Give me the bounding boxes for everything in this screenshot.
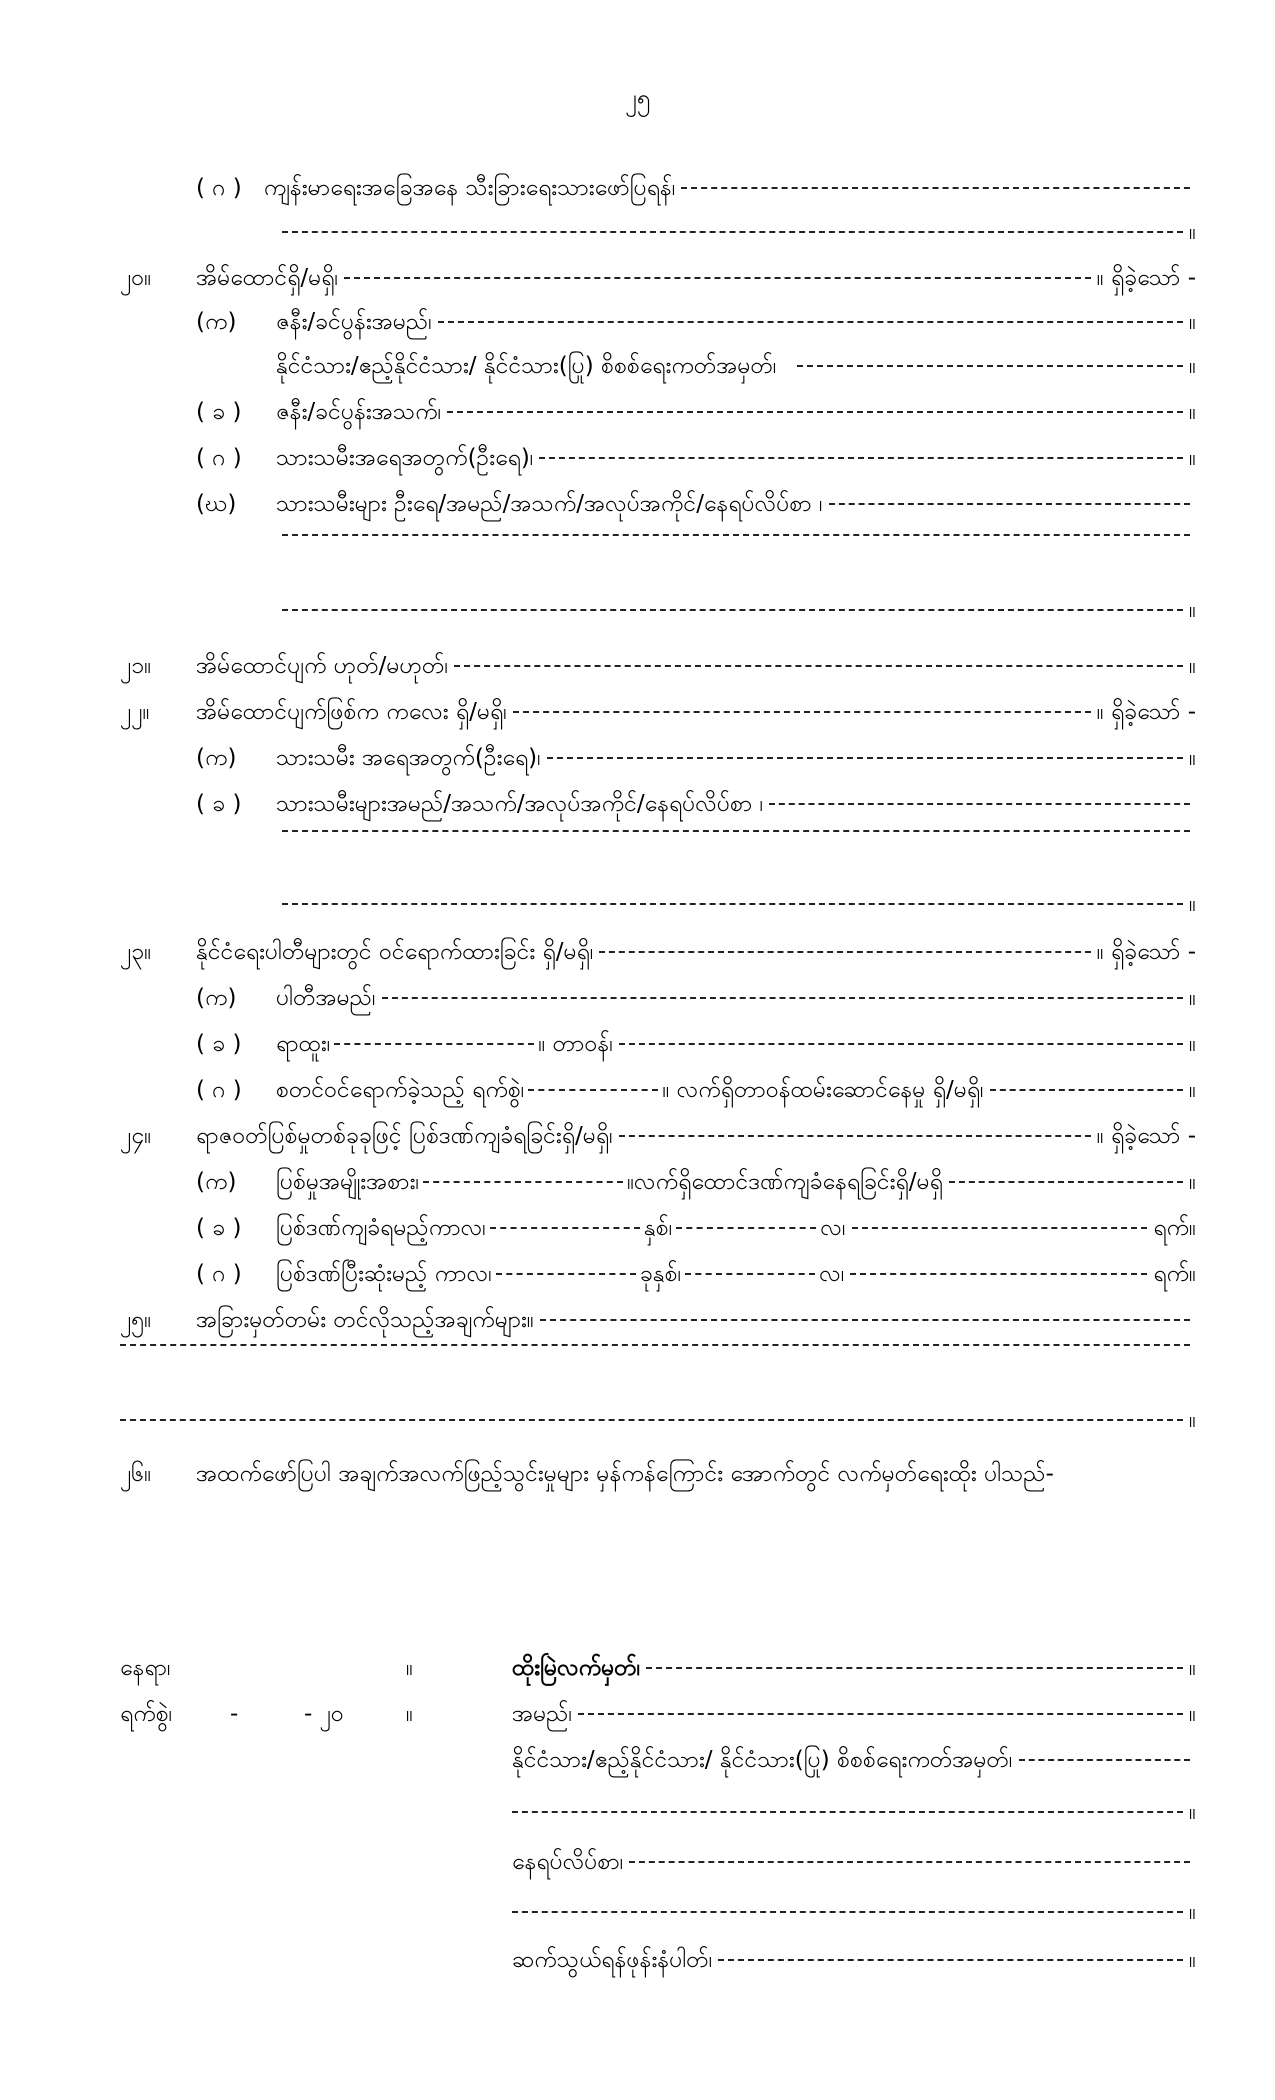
currently-imprisoned-label: ။လက်ရှိထောင်ဒဏ်ကျခံနေရခြင်းရှိ/မရှိ bbox=[627, 1169, 943, 1195]
criminal-record-label: ရာဇဝတ်ပြစ်မှုတစ်ခုခုဖြင့် ပြစ်ဒဏ်ကျခံရခြင်းရှိ/မရှိ၊ bbox=[196, 1123, 613, 1149]
item-marker: ( ခ ) bbox=[196, 791, 242, 817]
line-end-mark: ။ bbox=[1189, 597, 1196, 623]
divorced-children-count-input-line[interactable] bbox=[547, 757, 1183, 759]
signer-phone-input-line[interactable] bbox=[718, 1959, 1183, 1961]
divorced-children-details-label: သားသမီးများအမည်/အသက်/အလုပ်အကိုင်/နေရပ်လိပ်စာ ၊ bbox=[276, 791, 764, 817]
children-details-row bbox=[196, 484, 1196, 524]
signer-address-input-line-2[interactable] bbox=[512, 1911, 1183, 1913]
divorced-input-line[interactable] bbox=[454, 665, 1183, 667]
signature-row bbox=[512, 1648, 1196, 1688]
party-current-duty-input-line[interactable] bbox=[990, 1089, 1183, 1091]
divorced-children-count-label: သားသမီး အရေအတွက်(ဦးရေ)၊ bbox=[276, 745, 541, 771]
if-yes-label: ။ ရှိခဲ့သော် - bbox=[1096, 939, 1196, 965]
spouse-name-label: ဇနီး/ခင်ပွန်းအမည်၊ bbox=[276, 309, 432, 335]
offense-type-row bbox=[196, 1162, 1196, 1202]
children-count-input-line[interactable] bbox=[539, 457, 1183, 459]
divorced-children-label: အိမ်ထောင်ပျက်ဖြစ်က ကလေး ရှိ/မရှိ၊ bbox=[196, 699, 507, 725]
line-end-mark: ။ bbox=[1189, 1407, 1196, 1433]
divorced-children-count-row bbox=[196, 738, 1196, 778]
month-label: လ၊ bbox=[819, 1261, 845, 1287]
children-details-input-line[interactable] bbox=[829, 503, 1190, 505]
line-end-mark: ။ bbox=[1189, 445, 1196, 471]
divorced-children-details-continuation bbox=[276, 836, 1196, 876]
party-name-input-line[interactable] bbox=[382, 997, 1183, 999]
spouse-id-label: နိုင်ငံသား/ဧည့်နိုင်ငံသား/ နိုင်ငံသား(ပြု) စိစစ်ရေးကတ်အမှတ်၊ bbox=[276, 353, 777, 379]
signer-id-input-line-2[interactable] bbox=[512, 1811, 1183, 1813]
health-input-line-2[interactable] bbox=[282, 231, 1183, 233]
item-marker: (က) bbox=[196, 309, 237, 335]
line-end-mark: ။ bbox=[1189, 745, 1196, 771]
line-end-mark: ။ bbox=[1189, 219, 1196, 245]
place-label: နေရာ၊ bbox=[120, 1655, 171, 1681]
place-end-mark: ။ bbox=[406, 1655, 413, 1681]
party-join-date-input-line[interactable] bbox=[528, 1089, 658, 1091]
other-records-input-line-2[interactable] bbox=[120, 1344, 1190, 1346]
date-separator: - bbox=[230, 1701, 239, 1727]
item-marker: (က) bbox=[196, 745, 237, 771]
other-records-label: အခြားမှတ်တမ်း တင်လိုသည့်အချက်များ။ bbox=[196, 1307, 534, 1333]
signer-phone-row bbox=[512, 1940, 1196, 1980]
party-membership-input-line[interactable] bbox=[599, 951, 1090, 953]
marital-status-label: အိမ်ထောင်ရှိ/မရှိ၊ bbox=[196, 265, 339, 291]
line-end-mark: ။ bbox=[1189, 1077, 1196, 1103]
item-22-number: ၂၂။ bbox=[120, 699, 150, 725]
party-current-duty-label: ။ လက်ရှိတာဝန်ထမ်းဆောင်နေမှု ရှိ/မရှိ၊ bbox=[662, 1077, 984, 1103]
criminal-record-input-line[interactable] bbox=[619, 1135, 1091, 1137]
spouse-age-label: ဇနီး/ခင်ပွန်းအသက်၊ bbox=[276, 399, 442, 425]
children-details-label: သားသမီးများ ဦးရေ/အမည်/အသက်/အလုပ်အကိုင်/နေရပ်လိပ်စာ ၊ bbox=[276, 491, 823, 517]
other-records-input-line[interactable] bbox=[540, 1319, 1190, 1321]
offense-type-label: ပြစ်မှုအမျိုးအစား၊ bbox=[276, 1169, 420, 1195]
signer-id-continuation bbox=[512, 1792, 1196, 1832]
item-25-row bbox=[120, 1300, 1196, 1340]
health-label: ကျန်းမာရေးအခြေအနေ သီးခြားရေးသားဖော်ပြရန်၊ bbox=[263, 175, 676, 201]
line-end-mark: ။ bbox=[1189, 1947, 1196, 1973]
sentence-period-row bbox=[196, 1208, 1196, 1248]
line-end-mark: ။ bbox=[1189, 1899, 1196, 1925]
health-continuation-row bbox=[276, 212, 1196, 252]
date-end-mark: ။ bbox=[406, 1701, 413, 1727]
line-end-mark: ။ bbox=[1189, 891, 1196, 917]
sentence-end-month-input-line[interactable] bbox=[685, 1273, 815, 1275]
party-name-row bbox=[196, 978, 1196, 1018]
day-label: ရက်။ bbox=[1153, 1261, 1196, 1287]
party-position-row bbox=[196, 1024, 1196, 1064]
divorced-children-details-row bbox=[196, 784, 1196, 824]
item-marker: (ဃ) bbox=[196, 491, 237, 517]
item-24-row bbox=[120, 1116, 1196, 1156]
item-20-row bbox=[120, 258, 1196, 298]
line-end-mark: ။ bbox=[1189, 1655, 1196, 1681]
sentence-end-year-input-line[interactable] bbox=[496, 1273, 636, 1275]
item-marker: ( ဂ ) bbox=[196, 1261, 242, 1287]
line-end-mark: ။ bbox=[1189, 399, 1196, 425]
item-22-row bbox=[120, 692, 1196, 732]
item-23-row bbox=[120, 932, 1196, 972]
signer-address-input-line[interactable] bbox=[629, 1861, 1190, 1863]
spouse-age-input-line[interactable] bbox=[447, 411, 1183, 413]
declaration-paragraph bbox=[120, 1452, 1195, 1496]
divorced-children-details-input-line-3[interactable] bbox=[282, 903, 1183, 905]
party-duty-label: ။ တာဝန်၊ bbox=[538, 1031, 613, 1057]
item-marker: ( ဂ ) bbox=[196, 175, 242, 201]
line-end-mark: ။ bbox=[1189, 1701, 1196, 1727]
if-yes-label: ။ ရှိခဲ့သော် - bbox=[1096, 265, 1196, 291]
sentence-years-input-line[interactable] bbox=[490, 1227, 640, 1229]
date-row bbox=[120, 1694, 420, 1734]
item-marker: (က) bbox=[196, 985, 237, 1011]
signer-address-continuation bbox=[512, 1892, 1196, 1932]
line-end-mark: ။ bbox=[1189, 353, 1196, 379]
children-details-continuation bbox=[276, 540, 1196, 580]
if-yes-label: ။ ရှိခဲ့သော် - bbox=[1096, 699, 1196, 725]
health-field-row bbox=[196, 168, 1196, 208]
sentence-days-input-line[interactable] bbox=[852, 1227, 1148, 1229]
days-label: ရက်။ bbox=[1153, 1215, 1196, 1241]
party-rank-label: ရာထူး၊ bbox=[276, 1031, 331, 1057]
party-membership-label: နိုင်ငံရေးပါတီများတွင် ဝင်ရောက်ထားခြင်း ရှိ/မရှိ၊ bbox=[196, 939, 594, 965]
party-duty-input-line[interactable] bbox=[619, 1043, 1183, 1045]
year-label: ခုနှစ်၊ bbox=[639, 1261, 682, 1287]
months-label: လ၊ bbox=[820, 1215, 846, 1241]
line-end-mark: ။ bbox=[1189, 1031, 1196, 1057]
item-23-number: ၂၃။ bbox=[120, 939, 152, 965]
children-details-continuation bbox=[276, 590, 1196, 630]
signature-label: ထိုးမြဲလက်မှတ်၊ bbox=[512, 1655, 641, 1681]
signer-id-label: နိုင်ငံသား/ဧည့်နိုင်ငံသား/ နိုင်ငံသား(ပြု) စိစစ်ရေးကတ်အမှတ်၊ bbox=[512, 1747, 1013, 1773]
party-join-date-label: စတင်ဝင်ရောက်ခဲ့သည့် ရက်စွဲ၊ bbox=[276, 1077, 525, 1103]
signer-id-input-line[interactable] bbox=[1019, 1759, 1190, 1761]
item-marker: ( ဂ ) bbox=[196, 1077, 242, 1103]
signer-name-label: အမည်၊ bbox=[512, 1701, 573, 1727]
date-label: ရက်စွဲ၊ bbox=[120, 1701, 173, 1727]
party-name-label: ပါတီအမည်၊ bbox=[276, 985, 376, 1011]
signature-input-line[interactable] bbox=[646, 1667, 1183, 1669]
place-row bbox=[120, 1648, 420, 1688]
spouse-id-row bbox=[276, 346, 1196, 386]
signer-name-input-line[interactable] bbox=[578, 1713, 1183, 1715]
item-21-row bbox=[120, 646, 1196, 686]
sentence-period-label: ပြစ်ဒဏ်ကျခံရမည့်ကာလ၊ bbox=[276, 1215, 486, 1241]
spouse-name-input-line[interactable] bbox=[438, 321, 1183, 323]
item-marker: ( ခ ) bbox=[196, 399, 242, 425]
sentence-end-row bbox=[196, 1254, 1196, 1294]
declaration-text: အထက်ဖော်ပြပါ အချက်အလက်ဖြည့်သွင်းမှုများ မှန်ကန်ကြောင်း အောက်တွင် လက်မှတ်ရေးထိုး ပါသည်- bbox=[196, 1461, 1054, 1487]
divorced-children-details-continuation bbox=[276, 884, 1196, 924]
spouse-age-row bbox=[196, 392, 1196, 432]
if-yes-label: ။ ရှိခဲ့သော် - bbox=[1096, 1123, 1196, 1149]
line-end-mark: ။ bbox=[1189, 653, 1196, 679]
children-details-input-line-2[interactable] bbox=[282, 534, 1190, 536]
item-20-number: ၂၀။ bbox=[120, 265, 152, 291]
party-rank-input-line[interactable] bbox=[334, 1043, 534, 1045]
item-24-number: ၂၄။ bbox=[120, 1123, 152, 1149]
other-records-input-line-3[interactable] bbox=[120, 1419, 1183, 1421]
item-25-number: ၂၅။ bbox=[120, 1307, 152, 1333]
sentence-months-input-line[interactable] bbox=[676, 1227, 816, 1229]
line-end-mark: ။ bbox=[1189, 1169, 1196, 1195]
children-count-label: သားသမီးအရေအတွက်(ဦးရေ)၊ bbox=[276, 445, 534, 471]
signer-name-row bbox=[512, 1694, 1196, 1734]
line-end-mark: ။ bbox=[1189, 1799, 1196, 1825]
sentence-end-day-input-line[interactable] bbox=[850, 1273, 1147, 1275]
spouse-name-row bbox=[196, 302, 1196, 342]
signer-address-row bbox=[512, 1842, 1196, 1882]
divorced-children-details-input-line[interactable] bbox=[769, 803, 1190, 805]
line-end-mark: ။ bbox=[1189, 985, 1196, 1011]
health-input-line[interactable] bbox=[681, 187, 1190, 189]
item-marker: ( ဂ ) bbox=[196, 445, 242, 471]
line-end-mark: ။ bbox=[1189, 309, 1196, 335]
spouse-id-input-line[interactable] bbox=[797, 365, 1183, 367]
item-26-number: ၂၆။ bbox=[120, 1461, 152, 1487]
party-join-date-row bbox=[196, 1070, 1196, 1110]
marital-status-input-line[interactable] bbox=[344, 277, 1091, 279]
offense-type-input-line[interactable] bbox=[423, 1181, 623, 1183]
item-marker: ( ခ ) bbox=[196, 1031, 242, 1057]
date-separator-year: - ၂၀ bbox=[304, 1701, 344, 1727]
children-details-input-line-3[interactable] bbox=[282, 609, 1183, 611]
item-marker: ( ခ ) bbox=[196, 1215, 242, 1241]
signer-phone-label: ဆက်သွယ်ရန်ဖုန်းနံပါတ်၊ bbox=[512, 1947, 713, 1973]
sentence-end-label: ပြစ်ဒဏ်ပြီးဆုံးမည့် ကာလ၊ bbox=[276, 1261, 492, 1287]
item-marker: (က) bbox=[196, 1169, 237, 1195]
page-number: ၂၅ bbox=[624, 84, 651, 112]
signer-id-row bbox=[512, 1740, 1196, 1780]
divorced-children-input-line[interactable] bbox=[513, 711, 1091, 713]
children-count-row bbox=[196, 438, 1196, 478]
divorced-children-details-input-line-2[interactable] bbox=[282, 830, 1190, 832]
currently-imprisoned-input-line[interactable] bbox=[949, 1181, 1183, 1183]
years-label: နှစ်၊ bbox=[643, 1215, 673, 1241]
other-records-continuation bbox=[120, 1350, 1196, 1390]
divorced-label: အိမ်ထောင်ပျက် ဟုတ်/မဟုတ်၊ bbox=[196, 653, 449, 679]
signer-address-label: နေရပ်လိပ်စာ၊ bbox=[512, 1849, 624, 1875]
item-21-number: ၂၁။ bbox=[120, 653, 152, 679]
other-records-continuation bbox=[120, 1400, 1196, 1440]
